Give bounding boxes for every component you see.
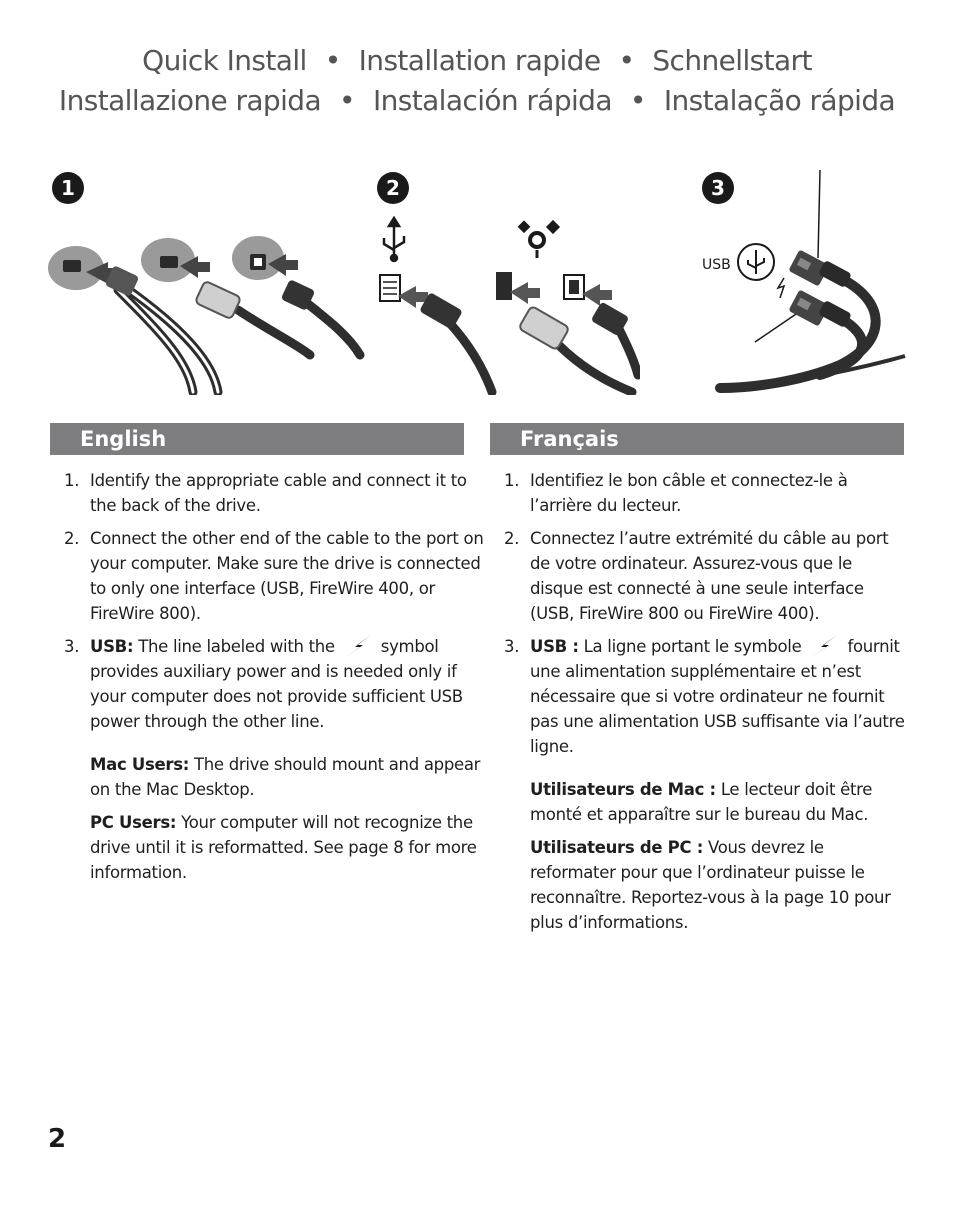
title-separator: •	[324, 44, 341, 77]
french-pc-note	[504, 835, 909, 935]
note-text: Le lecteur doit être monté et apparaître sur le bureau du Mac.	[530, 780, 873, 824]
note-label: Utilisateurs de PC :	[530, 838, 704, 857]
firewire-icon	[518, 220, 560, 258]
french-step-3	[504, 634, 909, 759]
title-instalacion-rapida: Instalación rápida	[372, 84, 612, 117]
title-separator: •	[629, 84, 646, 117]
note-label: Utilisateurs de Mac :	[530, 780, 716, 799]
step-number: 3.	[64, 637, 80, 656]
english-step-2	[64, 526, 484, 626]
note-label: PC Users:	[90, 813, 177, 832]
note-text: The drive should mount and appear on the Mac Desktop.	[90, 755, 481, 799]
french-heading: Français	[490, 423, 904, 455]
title-quick-install: Quick Install	[142, 44, 307, 77]
step-text-after: symbol provides auxiliary power and is needed only if your computer does not provide sufficient USB power through the other line.	[90, 637, 463, 731]
french-step-1	[504, 468, 909, 518]
page-title-line-2	[0, 84, 954, 117]
step-number: 3.	[504, 637, 520, 656]
step-text-after: fournit une alimentation supplémentaire et n’est nécessaire que si votre ordinateur ne fournit pas une alimentation USB suffisante via l’autre ligne.	[530, 637, 905, 756]
title-installazione-rapida: Installazione rapida	[58, 84, 322, 117]
power-bolt-icon	[809, 634, 839, 659]
page-number: 2	[48, 1124, 67, 1154]
french-mac-note	[504, 777, 909, 827]
step-number: 2.	[504, 529, 520, 548]
drive-ports-illustration	[48, 160, 366, 395]
title-schnellstart: Schnellstart	[652, 44, 812, 77]
usb-label: USB	[702, 257, 731, 273]
english-column	[64, 468, 484, 893]
step-text-before: La ligne portant le symbole	[583, 637, 802, 656]
english-heading: English	[50, 423, 464, 455]
step-1-badge: 1	[52, 172, 84, 204]
english-mac-note	[64, 752, 484, 802]
step-text: Connect the other end of the cable to the port on your computer. Make sure the drive is connected to only one interface (USB, FireWire 400, or FireWire 800).	[90, 529, 484, 623]
power-bolt-icon	[778, 278, 784, 298]
title-installation-rapide: Installation rapide	[358, 44, 601, 77]
step-2-badge: 2	[377, 172, 409, 204]
french-column	[504, 468, 909, 943]
english-pc-note	[64, 810, 484, 885]
step-label: USB :	[530, 637, 579, 656]
step-text: Identifiez le bon câble et connectez-le à l’arrière du lecteur.	[530, 471, 848, 515]
title-separator: •	[618, 44, 635, 77]
note-text: Your computer will not recognize the drive until it is reformatted. See page 8 for more information.	[90, 813, 477, 882]
page-title-line-1	[0, 44, 954, 77]
title-instalacao-rapida: Instalação rápida	[663, 84, 896, 117]
computer-ports-illustration	[372, 160, 640, 395]
note-text: Vous devrez le reformater pour que l’ordinateur puisse le reconnaître. Reportez-vous à la page 10 pour plus d’informations.	[530, 838, 891, 932]
step-text: Identify the appropriate cable and connect it to the back of the drive.	[90, 471, 467, 515]
usb-power-cable-illustration	[700, 160, 910, 395]
step-number: 1.	[64, 471, 80, 490]
english-step-3	[64, 634, 484, 734]
step-3-badge: 3	[702, 172, 734, 204]
english-step-1	[64, 468, 484, 518]
usb-icon	[384, 218, 404, 261]
step-label: USB:	[90, 637, 134, 656]
step-text-before: The line labeled with the	[138, 637, 335, 656]
power-bolt-icon	[343, 634, 373, 659]
step-text: Connectez l’autre extrémité du câble au port de votre ordinateur. Assurez-vous que le disque est connecté à une seule interface (USB, FireWire 800 ou FireWire 400).	[530, 529, 889, 623]
note-label: Mac Users:	[90, 755, 190, 774]
title-separator: •	[339, 84, 355, 117]
french-step-2	[504, 526, 909, 626]
step-number: 2.	[64, 529, 80, 548]
step-number: 1.	[504, 471, 520, 490]
